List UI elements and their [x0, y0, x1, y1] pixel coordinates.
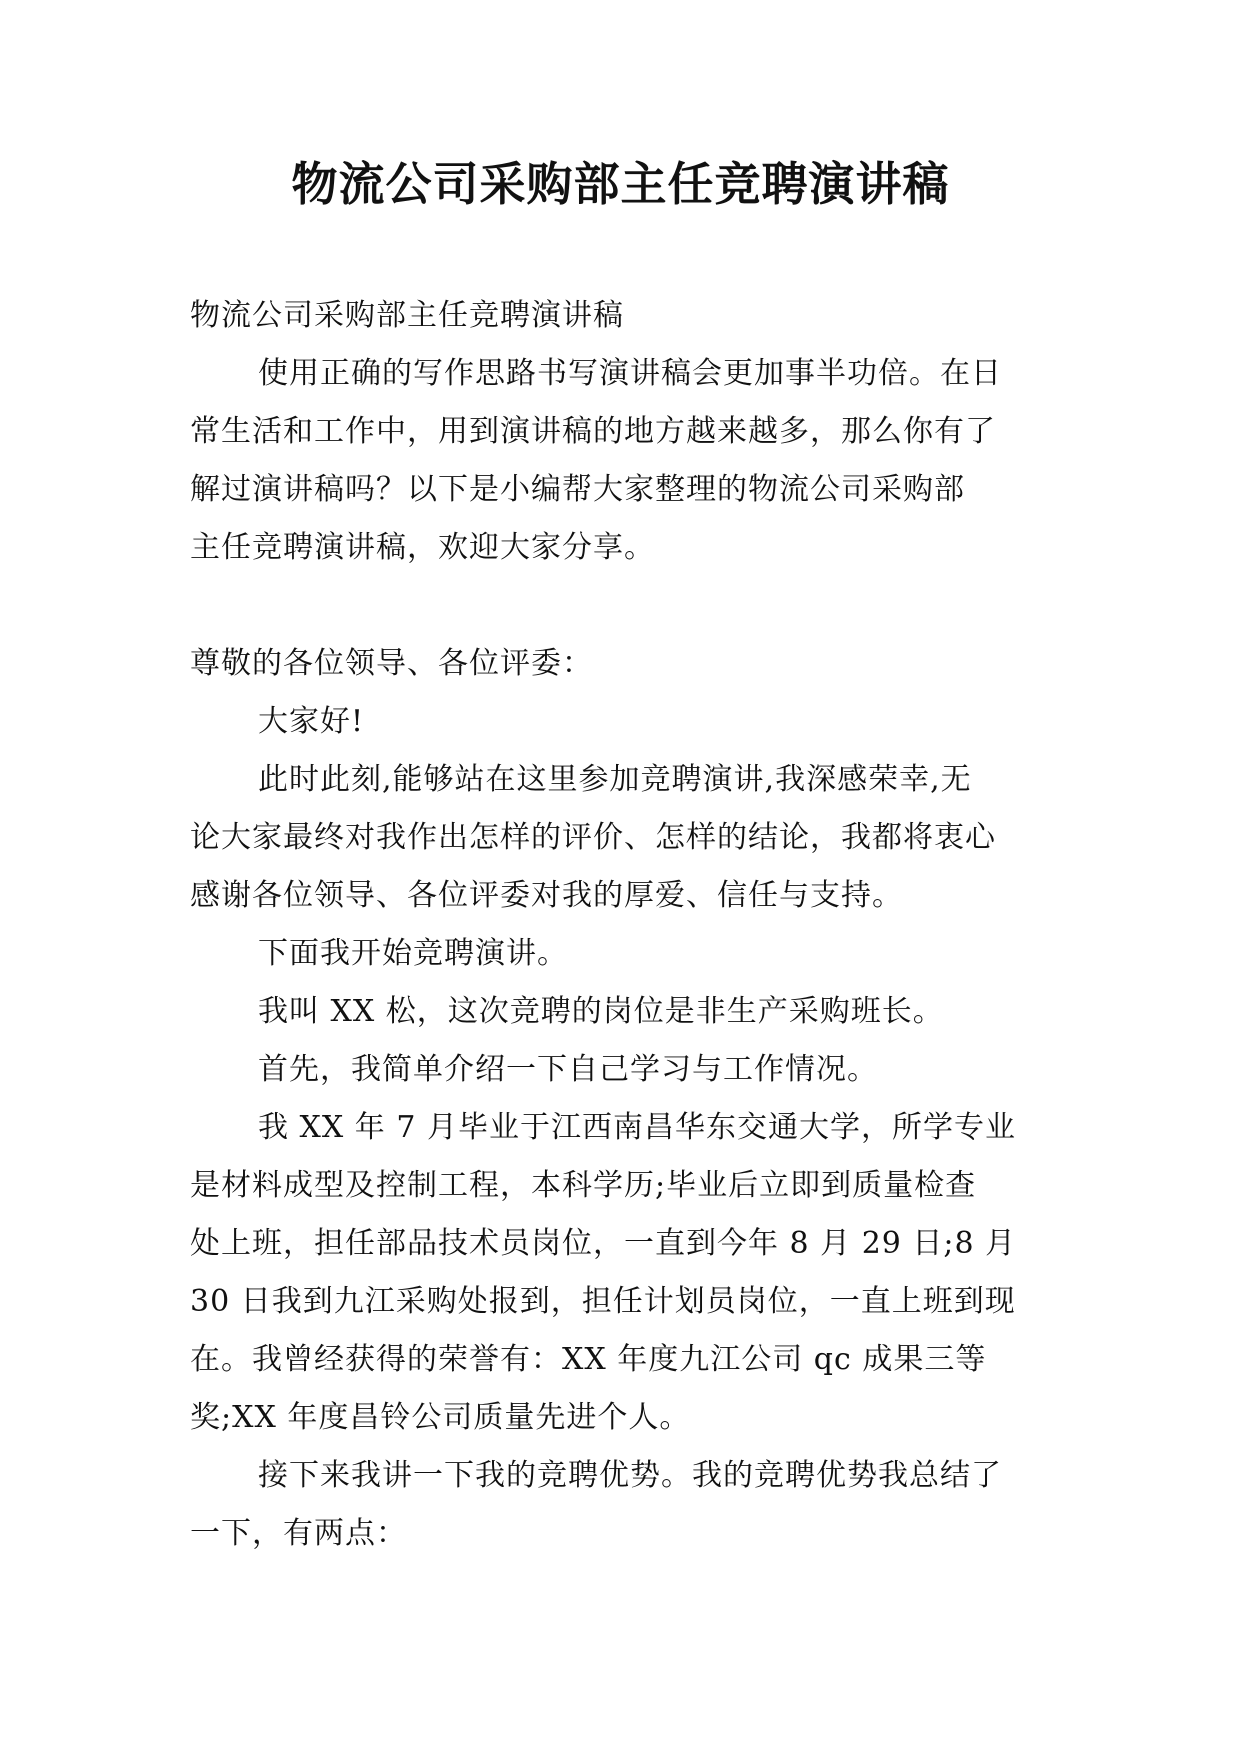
body-line-name: 我叫 XX 松，这次竞聘的岗位是非生产采购班长。	[258, 994, 944, 1029]
body-line-thanks-1: 此时此刻,能够站在这里参加竞聘演讲,我深感荣幸,无	[258, 762, 972, 797]
body-line-intro-4: 主任竞聘演讲稿，欢迎大家分享。	[190, 530, 655, 565]
document-body	[190, 287, 1052, 1563]
body-line-thanks-2: 论大家最终对我作出怎样的评价、怎样的结论，我都将衷心	[190, 820, 996, 855]
body-line-intro-self: 首先，我简单介绍一下自己学习与工作情况。	[258, 1052, 878, 1087]
body-line-advantage-2: 一下，有两点：	[190, 1516, 407, 1551]
body-line-resume-6: 奖;XX 年度昌铃公司质量先进个人。	[190, 1400, 691, 1435]
body-line-resume-4: 30 日我到九江采购处报到，担任计划员岗位，一直上班到现	[190, 1284, 1016, 1319]
document-title: 物流公司采购部主任竞聘演讲稿	[291, 157, 950, 211]
body-line-advantage-1: 接下来我讲一下我的竞聘优势。我的竞聘优势我总结了	[258, 1458, 1002, 1493]
body-line-greeting: 大家好!	[258, 704, 365, 739]
body-line-resume-1: 我 XX 年 7 月毕业于江西南昌华东交通大学，所学专业	[258, 1110, 1016, 1145]
body-line-thanks-3: 感谢各位领导、各位评委对我的厚爱、信任与支持。	[190, 878, 903, 913]
body-line-resume-2: 是材料成型及控制工程，本科学历;毕业后立即到质量检查	[190, 1168, 977, 1203]
body-line-intro-1: 使用正确的写作思路书写演讲稿会更加事半功倍。在日	[258, 356, 1002, 391]
body-line-intro-3: 解过演讲稿吗？以下是小编帮大家整理的物流公司采购部	[190, 472, 965, 507]
body-line-resume-3: 处上班，担任部品技术员岗位，一直到今年 8 月 29 日;8 月	[190, 1226, 1017, 1261]
body-line-intro-2: 常生活和工作中，用到演讲稿的地方越来越多，那么你有了	[190, 414, 996, 449]
body-line-resume-5: 在。我曾经获得的荣誉有：XX 年度九江公司 qc 成果三等	[190, 1342, 987, 1377]
body-line-salutation: 尊敬的各位领导、各位评委：	[190, 646, 593, 681]
paragraph-gap	[190, 577, 1052, 635]
body-line-subtitle: 物流公司采购部主任竞聘演讲稿	[190, 298, 624, 333]
body-line-start: 下面我开始竞聘演讲。	[258, 936, 568, 971]
